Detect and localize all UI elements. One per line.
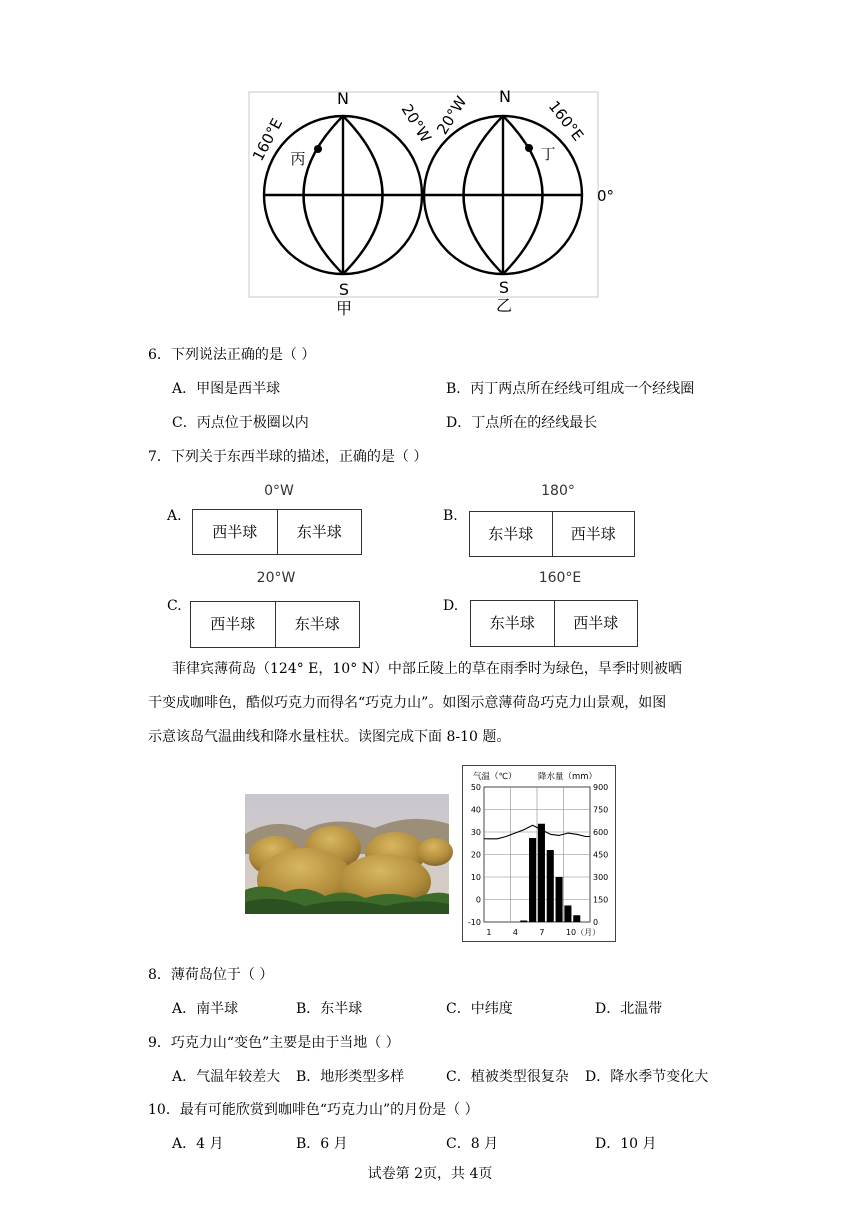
question-6-option-b[interactable]: B．丙丁两点所在经线可组成一个经线圈 bbox=[446, 381, 695, 397]
question-7-option-c-label[interactable]: C. bbox=[167, 598, 182, 614]
precipitation-tick-label: 300 bbox=[593, 873, 609, 882]
question-8-option-c[interactable]: C．中纬度 bbox=[446, 1001, 513, 1017]
point-ding-dot bbox=[525, 144, 533, 152]
question-9-option-b[interactable]: B．地形类型多样 bbox=[296, 1069, 405, 1085]
month-tick-label: 1 bbox=[486, 928, 492, 937]
question-10-option-c[interactable]: C．8 月 bbox=[446, 1136, 499, 1152]
east-hemisphere-label: 东半球 bbox=[489, 614, 535, 632]
question-6-option-d[interactable]: D．丁点所在的经线最长 bbox=[446, 415, 598, 431]
question-9-option-a[interactable]: A．气温年较差大 bbox=[172, 1069, 281, 1085]
precipitation-bar bbox=[529, 838, 536, 922]
point-bing-label: 丙 bbox=[290, 150, 306, 168]
question-7-option-a-label[interactable]: A. bbox=[167, 508, 182, 524]
precipitation-tick-label: 450 bbox=[593, 850, 609, 860]
precipitation-tick-label: 750 bbox=[593, 805, 609, 815]
question-8-option-d[interactable]: D．北温带 bbox=[595, 1001, 663, 1017]
globe-figure bbox=[248, 87, 615, 318]
west-hemisphere-label: 西半球 bbox=[212, 523, 258, 541]
month-tick-label: 10（月） bbox=[565, 928, 601, 937]
west-hemisphere-label: 西半球 bbox=[573, 614, 619, 632]
question-7-option-a-longitude: 0°W bbox=[264, 483, 294, 499]
precipitation-bar bbox=[573, 915, 580, 922]
longitude-20w-left: 20°W bbox=[397, 101, 435, 146]
month-tick-label: 7 bbox=[539, 928, 545, 937]
question-7-option-d-longitude: 160°E bbox=[538, 570, 582, 586]
precipitation-bar bbox=[538, 824, 545, 922]
temperature-tick-label: -10 bbox=[467, 918, 481, 927]
east-hemisphere-label: 东半球 bbox=[488, 525, 534, 543]
longitude-160e-right: 160°E bbox=[544, 97, 588, 145]
precipitation-bar bbox=[556, 877, 563, 922]
precipitation-bar bbox=[520, 921, 527, 923]
precipitation-tick-label: 600 bbox=[593, 828, 609, 837]
month-tick-label: 4 bbox=[512, 928, 519, 937]
longitude-160e-left: 160°E bbox=[248, 115, 287, 165]
page-footer: 试卷第 2页，共 4页 bbox=[367, 1166, 493, 1182]
east-hemisphere-label: 东半球 bbox=[294, 615, 340, 633]
precipitation-tick-label: 0 bbox=[593, 918, 599, 927]
question-7-option-c-box[interactable] bbox=[190, 601, 360, 648]
passage-line-1: 菲律宾薄荷岛（124° E，10° N）中部丘陵上的草在雨季时为绿色，旱季时则被晒 bbox=[172, 661, 682, 677]
question-7-option-d-label[interactable]: D. bbox=[443, 598, 459, 614]
question-8-stem: 8．薄荷岛位于（ ） bbox=[148, 967, 274, 983]
temperature-tick-label: 0 bbox=[475, 895, 481, 905]
temperature-tick-label: 10 bbox=[470, 873, 481, 882]
right-south-label: S bbox=[498, 278, 510, 297]
question-7-option-b-longitude: 180° bbox=[541, 483, 575, 499]
question-9-stem: 9．巧克力山“变色”主要是由于当地（ ） bbox=[148, 1035, 400, 1051]
precipitation-axis-title: 降水量（mm） bbox=[538, 772, 598, 782]
right-hemisphere-diagram bbox=[424, 116, 582, 274]
question-7-stem: 7．下列关于东西半球的描述，正确的是（ ） bbox=[148, 449, 428, 465]
west-hemisphere-label: 西半球 bbox=[570, 525, 616, 543]
question-6-stem: 6．下列说法正确的是（ ） bbox=[148, 347, 316, 363]
right-caption: 乙 bbox=[495, 296, 513, 315]
question-7-option-b-label[interactable]: B. bbox=[443, 508, 458, 524]
longitude-20w-right: 20°W bbox=[433, 93, 471, 138]
question-6-option-a[interactable]: A．甲图是西半球 bbox=[172, 381, 281, 397]
left-south-label: S bbox=[338, 280, 350, 299]
question-8-option-b[interactable]: B．东半球 bbox=[296, 1001, 363, 1017]
question-9-option-c[interactable]: C．植被类型很复杂 bbox=[446, 1069, 569, 1085]
question-7-option-d-box[interactable] bbox=[470, 600, 638, 647]
passage-line-2: 干变成咖啡色，酷似巧克力而得名“巧克力山”。如图示意薄荷岛巧克力山景观，如图 bbox=[148, 695, 667, 711]
precipitation-tick-label: 150 bbox=[593, 895, 609, 905]
left-north-label: N bbox=[337, 89, 349, 108]
left-hemisphere-diagram bbox=[264, 116, 422, 274]
right-north-label: N bbox=[499, 87, 511, 106]
climate-chart bbox=[462, 765, 616, 943]
question-7-option-c-longitude: 20°W bbox=[256, 570, 296, 586]
east-hemisphere-label: 东半球 bbox=[296, 523, 342, 541]
temperature-tick-label: 40 bbox=[470, 805, 481, 815]
question-10-stem: 10．最有可能欣赏到咖啡色“巧克力山”的月份是（ ） bbox=[148, 1102, 479, 1118]
question-10-option-b[interactable]: B．6 月 bbox=[296, 1136, 348, 1152]
precipitation-bar bbox=[564, 906, 571, 923]
precipitation-bar bbox=[547, 850, 554, 922]
chocolate-hills-photo bbox=[245, 794, 449, 914]
question-10-option-a[interactable]: A．4 月 bbox=[172, 1136, 224, 1152]
point-ding-label: 丁 bbox=[540, 145, 556, 163]
question-10-option-d[interactable]: D．10 月 bbox=[595, 1136, 657, 1152]
question-9-option-d[interactable]: D．降水季节变化大 bbox=[585, 1069, 709, 1085]
question-7-option-b-box[interactable] bbox=[469, 511, 635, 557]
equator-label: 0° bbox=[597, 187, 615, 205]
temperature-tick-label: 20 bbox=[470, 850, 481, 860]
point-bing-dot bbox=[314, 145, 322, 153]
precipitation-tick-label: 900 bbox=[593, 783, 609, 792]
temperature-axis-title: 气温（℃） bbox=[473, 772, 517, 782]
question-6-option-c[interactable]: C．丙点位于极圈以内 bbox=[172, 415, 309, 431]
left-caption: 甲 bbox=[335, 299, 353, 318]
west-hemisphere-label: 西半球 bbox=[210, 615, 256, 633]
temperature-tick-label: 50 bbox=[470, 783, 481, 792]
question-7-option-a-box[interactable] bbox=[192, 509, 362, 555]
temperature-tick-label: 30 bbox=[470, 828, 481, 837]
passage-line-3: 示意该岛气温曲线和降水量柱状。读图完成下面 8-10 题。 bbox=[148, 729, 511, 745]
question-8-option-a[interactable]: A．南半球 bbox=[172, 1001, 239, 1017]
